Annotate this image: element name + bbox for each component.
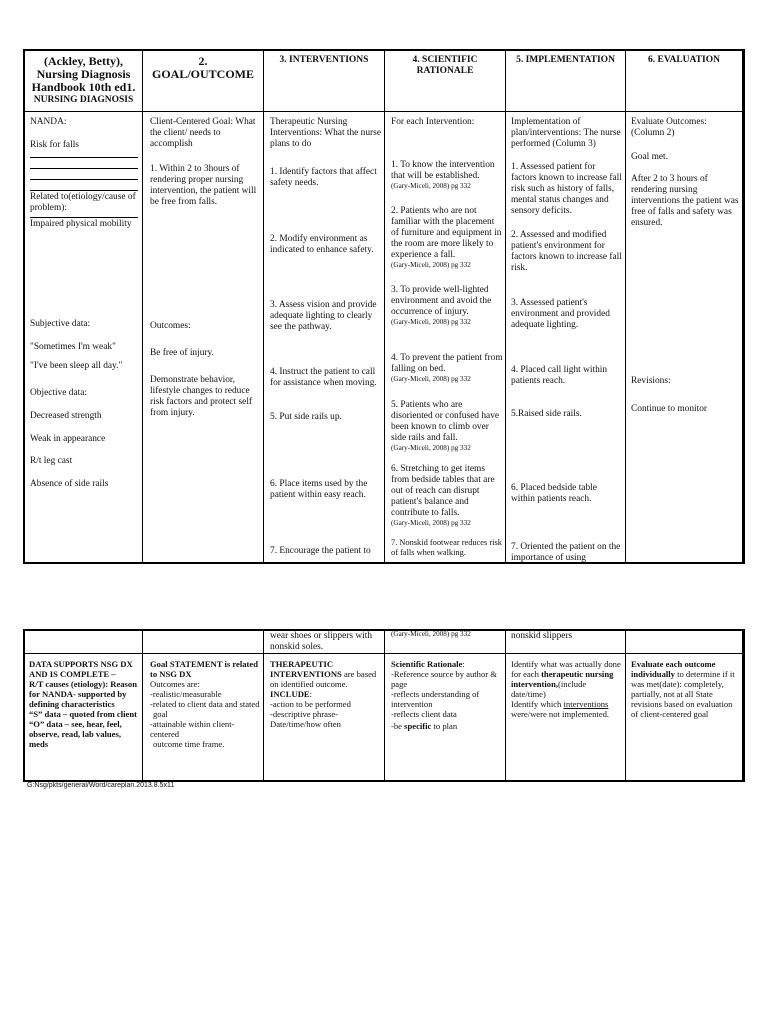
guide-text: were/were not implemented.: [511, 709, 610, 719]
guide-line: -descriptive phrase-: [270, 709, 339, 719]
implementation-7: 7. Oriented the patient on the importance of using: [511, 542, 621, 563]
col-nursing-diagnosis: [30, 117, 140, 490]
header-interventions: 3. INTERVENTIONS: [279, 55, 369, 65]
citation: (Gary-Miceli, 2008) pg 332: [391, 375, 471, 383]
header-line: GOAL/OUTCOME: [151, 67, 254, 81]
rationale-3: [391, 285, 503, 327]
guide-line: -attainable within client-centered: [150, 719, 235, 739]
blank-line: [30, 168, 138, 169]
related-to-label: Related to(etiology/cause of problem):: [30, 192, 136, 213]
care-plan-table-main: [23, 49, 745, 564]
guide-rationale: [391, 659, 503, 731]
rationale-7: 7. Nonskid footwear reduces risk of falls when walking.: [391, 538, 502, 557]
continue-monitor: Continue to monitor: [631, 404, 708, 414]
subjective-label: Subjective data:: [30, 319, 91, 329]
rationale-4: [391, 353, 503, 384]
rationale-text: 2. Patients who are not familiar with the placement of furniture and equipment in the room are more likely to experience a fall.: [391, 206, 502, 260]
guide-text: to plan: [431, 721, 458, 731]
guide-line: [270, 659, 382, 689]
etiology: Impaired physical mobility: [30, 219, 132, 229]
rationale-intro: For each Intervention:: [391, 117, 475, 127]
guide-evaluation: [631, 659, 739, 719]
intervention-5: 5. Put side rails up.: [270, 412, 342, 422]
rationale-2: [391, 206, 503, 270]
cont-implementation: nonskid slippers: [511, 631, 573, 641]
guide-line: [391, 721, 503, 731]
implementation-2: 2. Assessed and modified patient's environment for factors known to increase fall risk.: [511, 230, 622, 273]
implementation-intro: Implementation of plan/interventions: The nurse performed (Column 3): [511, 117, 621, 149]
citation: (Gary-Miceli, 2008) pg 332: [391, 182, 471, 190]
guide-text: Identify what was actually done for each: [511, 659, 621, 679]
guide-line: -action to be performed: [270, 699, 351, 709]
objective-item: Weak in appearance: [30, 434, 106, 444]
guide-line: goal: [153, 709, 168, 719]
implementation-6: 6. Placed bedside table within patients reach.: [511, 483, 597, 504]
citation: (Gary-Miceli, 2008) pg 332: [391, 318, 471, 326]
intervention-1: 1. Identify factors that affect safety needs.: [270, 167, 377, 188]
header-line: 2.: [198, 54, 208, 68]
implementation-5: 5.Raised side rails.: [511, 409, 582, 419]
intervention-7: 7. Encourage the patient to: [270, 546, 371, 556]
guide-implementation: [511, 659, 623, 719]
guide-bold: Scientific Rationale: [391, 659, 463, 669]
guide-line: Date/time/how often: [270, 719, 341, 729]
outcome-item: Be free of injury.: [150, 348, 214, 358]
guide-text: are based on identified outcome.: [270, 669, 377, 689]
guide-underline: interventions: [563, 699, 609, 709]
guide-line: -realistic/measurable: [150, 689, 222, 699]
implementation-3: 3. Assessed patient's environment and provided adequate lighting.: [511, 298, 610, 330]
blank-line: [30, 157, 138, 158]
guide-goal: [150, 659, 260, 749]
rationale-text: 1. To know the intervention that will be established.: [391, 160, 495, 181]
implementation-1: 1. Assessed patient for factors known to increase fall risk such as history of falls, mental status changes and sensory deficits.: [511, 162, 622, 216]
guide-text: (include date/time): [511, 679, 587, 699]
guide-text: to determine if it was met(date): completely, partially, not at all State revisions based on evaluation of client-centered goal: [631, 669, 735, 719]
guide-line: Goal STATEMENT is related to NSG DX: [150, 659, 258, 679]
intervention-4: 4. Instruct the patient to call for assistance when moving.: [270, 367, 377, 388]
guide-bold: INCLUDE: [270, 689, 310, 699]
revisions-label: Revisions:: [631, 376, 671, 386]
header-line: NURSING DIAGNOSIS: [33, 95, 134, 105]
outcomes-label: Outcomes:: [150, 321, 191, 331]
guide-line: -reflects client data: [391, 709, 457, 719]
subjective-quote: "I've been sleep all day.": [30, 361, 123, 371]
guide-line: outcome time frame.: [153, 739, 225, 749]
guide-line: -Reference source by author & page: [391, 669, 497, 689]
guide-line: R/T causes (etiology): Reason for NANDA- supported by defining characteristics: [29, 679, 137, 709]
header-implementation: 5. IMPLEMENTATION: [516, 55, 615, 65]
guide-line: DATA SUPPORTS NSG DX AND IS COMPLETE –: [29, 659, 133, 679]
citation: (Gary-Miceli, 2008) pg 332: [391, 519, 471, 527]
header-goal-outcome: [144, 55, 262, 81]
col-goal-outcome: [150, 117, 260, 419]
guide-text: -be: [391, 721, 405, 731]
rationale-text: 5. Patients who are disoriented or confused have been known to climb over side rails and fall.: [391, 400, 500, 443]
goal-intro: Client-Centered Goal: What the client/ needs to accomplish: [150, 117, 256, 149]
guide-line: -related to client data and stated: [150, 699, 260, 709]
evaluation-detail: After 2 to 3 hours of rendering nursing interventions the patient was free of falls and safety was ensured.: [631, 174, 739, 228]
guide-line: -reflects understanding of intervention: [391, 689, 480, 709]
subjective-quote: "Sometimes I'm weak": [30, 342, 116, 352]
objective-label: Objective data:: [30, 388, 88, 398]
citation: (Gary-Miceli, 2008) pg 332: [391, 444, 471, 452]
guide-line: “S” data – quoted from client: [29, 709, 137, 719]
nanda-label: NANDA:: [30, 117, 67, 127]
rationale-text: 6. Stretching to get items from bedside tables that are out of reach can disrupt patient's balance and contribute to falls.: [391, 464, 495, 518]
objective-item: R/t leg cast: [30, 456, 73, 466]
intervention-2: 2. Modify environment as indicated to enhance safety.: [270, 234, 374, 255]
objective-item: Decreased strength: [30, 411, 102, 421]
guide-bold: specific: [404, 721, 432, 731]
file-path-footer: G:Nsg/pkts/general/Word/careplan.2013.8.5x11: [27, 782, 175, 789]
objective-item: Absence of side rails: [30, 479, 109, 489]
blank-line: [30, 217, 138, 218]
guide-bold: THERAPEUTIC INTERVENTIONS: [270, 659, 342, 679]
risk-for-falls: Risk for falls: [30, 140, 79, 150]
cont-rationale-citation: (Gary-Miceli, 2008) pg 332: [391, 630, 471, 638]
citation: (Gary-Miceli, 2008) pg 332: [391, 261, 471, 269]
blank-line: [30, 190, 138, 191]
rationale-text: 4. To prevent the patient from falling on bed.: [391, 353, 503, 374]
header-evaluation: 6. EVALUATION: [648, 55, 720, 65]
guide-bold: Evaluate each outcome individually: [631, 659, 716, 679]
guide-line: “O” data – see, hear, feel, observe, read, lab values, meds: [29, 719, 122, 749]
header-nursing-diagnosis: [27, 55, 140, 107]
outcome-item: Demonstrate behavior, lifestyle changes to reduce risk factors and protect self from injury.: [150, 375, 253, 418]
care-plan-guide-table: [23, 629, 745, 782]
header-line: Handbook 10th ed1.: [31, 80, 136, 94]
intervention-intro: Therapeutic Nursing Interventions: What the nurse plans to do: [270, 117, 381, 149]
intervention-6: 6. Place items used by the patient within easy reach.: [270, 479, 368, 500]
rationale-5: [391, 400, 503, 453]
guide-line: INCLUDE:: [270, 689, 313, 699]
guide-line: [511, 659, 623, 699]
rationale-1: [391, 160, 503, 191]
guide-text: Identify which: [511, 699, 564, 709]
rationale-text: 3. To provide well-lighted environment and avoid the occurrence of injury.: [391, 285, 492, 317]
guide-line: Scientific Rationale:: [391, 659, 465, 669]
guide-interventions: [270, 659, 382, 729]
goal-met: Goal met.: [631, 152, 668, 162]
rationale-6: [391, 464, 503, 528]
guide-line: Outcomes are:: [150, 679, 200, 689]
implementation-4: 4. Placed call light within patients reach.: [511, 365, 608, 386]
header-line: Nursing Diagnosis: [36, 67, 131, 81]
header-scientific-rationale: 4. SCIENTIFIC RATIONALE: [412, 55, 478, 76]
guide-nursing-diagnosis: [29, 659, 141, 749]
header-line: (Ackley, Betty),: [44, 54, 123, 68]
evaluation-intro: Evaluate Outcomes: (Column 2): [631, 117, 707, 138]
cont-interventions: wear shoes or slippers with nonskid soles.: [270, 631, 373, 652]
guide-bold: therapeutic nursing intervention,: [511, 669, 614, 689]
guide-line: [511, 699, 623, 719]
blank-line: [30, 179, 138, 180]
goal-1: 1. Within 2 to 3hours of rendering proper nursing intervention, the patient will be free from falls.: [150, 164, 257, 207]
intervention-3: 3. Assess vision and provide adequate lighting to clearly see the pathway.: [270, 300, 377, 332]
